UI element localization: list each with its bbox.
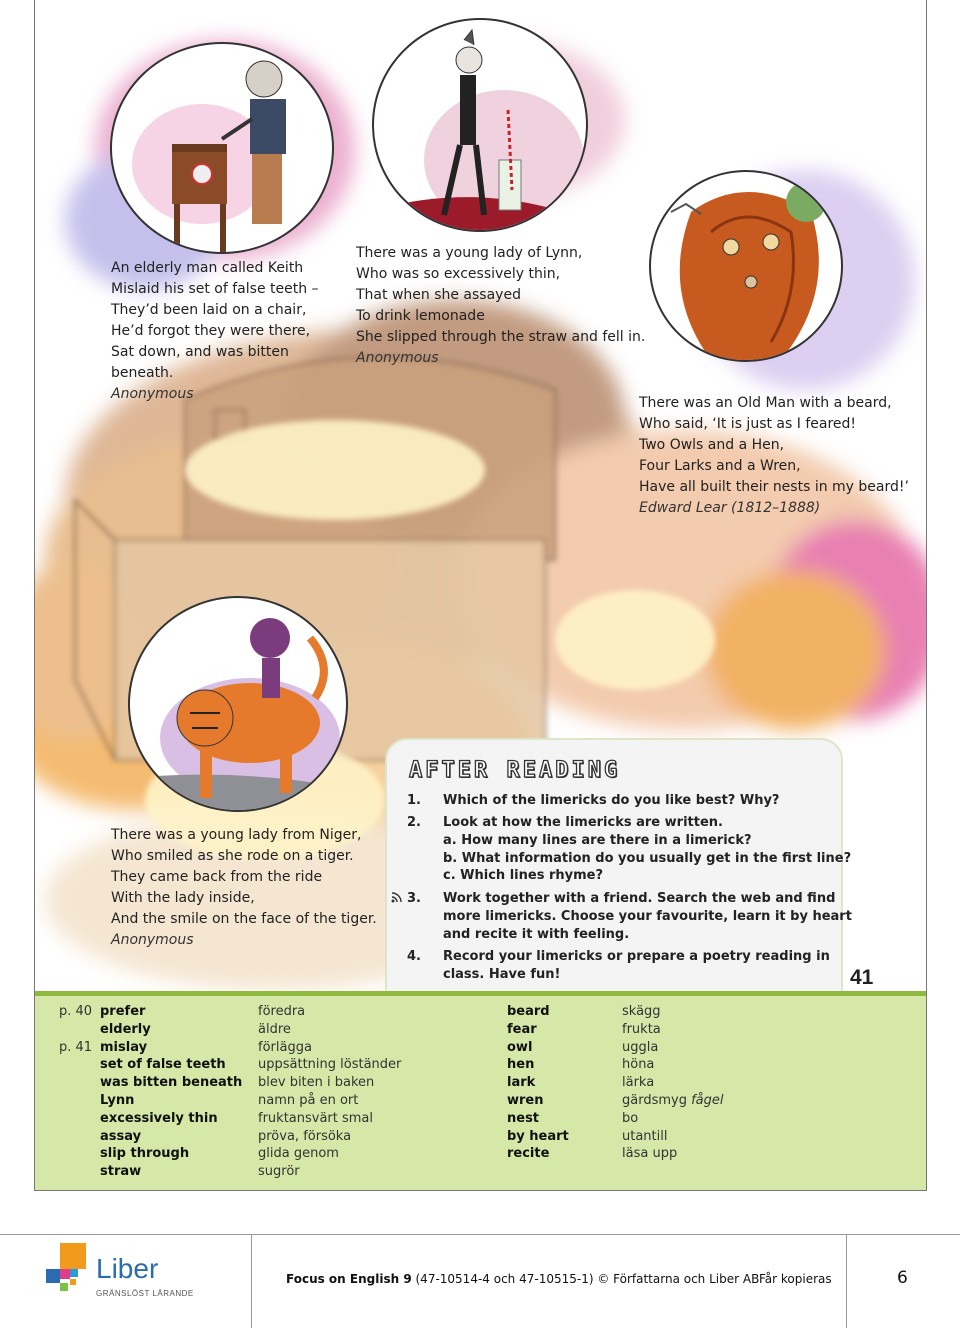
vocab-word: hen [507,1057,535,1073]
poem-line: He’d forgot they were there, [111,323,311,339]
poem-author: Anonymous [356,350,439,366]
bearded-man-illustration [649,170,843,362]
elderly-man-illustration [110,42,334,254]
liber-logo-icon [46,1243,88,1297]
poem-line: beneath. [111,365,174,381]
liber-tagline: GRÄNSLÖST LÄRANDE [96,1289,194,1298]
question-text: Which of the limericks do you like best? Why? [443,793,780,808]
book-credit [286,1272,759,1286]
vocab-page-ref: p. 41 [59,1039,93,1055]
after-reading-box [385,738,852,996]
vocab-translation-text: frukta [622,1021,661,1037]
vocab-translation-text: läsa upp [622,1146,678,1162]
vocab-note: fågel [691,1093,724,1108]
vocab-word: mislay [100,1039,148,1055]
vocab-word: was bitten beneath [100,1075,243,1091]
vocab-word: owl [507,1039,533,1055]
vocab-word: Lynn [100,1093,135,1108]
question-text: Look at how the limericks are written. [443,815,723,830]
poem-line: There was a young lady from Niger, [111,827,362,843]
footer-divider [251,1235,252,1328]
liber-logo-text: Liber [96,1253,159,1284]
page-footer [0,1234,960,1328]
poem-line: And the smile on the face of the tiger. [111,911,377,927]
vocab-translation [622,1074,654,1092]
vocab-translation: sugrör [258,1164,300,1180]
vocab-word: recite [507,1146,550,1162]
textbook-page [34,0,927,1191]
vocab-translation: glida genom [258,1146,339,1162]
after-reading-title: AFTER READING [409,758,621,783]
copy-permission: Får kopieras [759,1272,832,1286]
question-text: Work together with a friend. Search the web and find [443,891,836,906]
question-text: b. What information do you usually get in the first line? [443,851,852,866]
vocab-translation [622,1145,677,1163]
poem-line: An elderly man called Keith [111,260,304,276]
question-number: 2. [407,815,421,830]
vocab-translation: uppsättning löständer [258,1057,402,1073]
poem-line: Sat down, and was bitten [111,344,289,360]
book-title: Focus on English 9 [286,1272,412,1286]
vocab-translation: namn på en ort [258,1093,359,1108]
thin-lady-illustration [372,18,588,232]
poem-line: Who was so excessively thin, [356,266,561,282]
poem-line: There was an Old Man with a beard, [639,395,892,411]
poem-young-lady-niger [111,825,377,951]
vocab-translation-text: höna [622,1057,655,1073]
vocab-translation [622,1039,658,1057]
poem-line: That when she assayed [356,287,521,303]
poem-line: With the lady inside, [111,890,255,906]
vocab-translation [622,1110,638,1128]
question-text: a. How many lines are there in a limerick? [443,833,752,848]
vocab-translation [622,1021,661,1039]
poem-line: They came back from the ride [111,869,323,885]
vocab-word: lark [507,1075,536,1091]
footer-page-number: 6 [897,1268,908,1288]
question-text: class. Have fun! [443,967,561,982]
vocab-translation: fruktansvärt smal [258,1110,374,1126]
book-info: (47-10514-4 och 47-10515-1) © Författarna och Liber AB [415,1272,760,1286]
poem-author: Anonymous [111,932,194,948]
poem-author: Edward Lear (1812–1888) [639,500,821,516]
vocab-page-ref: p. 40 [59,1004,93,1019]
vocab-translation: pröva, försöka [258,1128,352,1144]
vocab-word: by heart [507,1128,569,1144]
vocabulary-list [35,996,926,1190]
poem-author: Anonymous [111,386,194,402]
question-number: 1. [407,793,421,808]
vocab-word: excessively thin [100,1110,218,1126]
wifi-icon [391,891,403,903]
question-number: 3. [407,891,421,906]
vocab-word: elderly [100,1021,151,1037]
vocab-translation [622,1056,654,1074]
poem-elderly-man [111,258,319,405]
vocab-word: fear [507,1021,537,1037]
poem-line: Four Larks and a Wren, [639,458,801,474]
vocab-translation-text: uggla [622,1039,659,1055]
vocab-word: assay [100,1128,142,1144]
question-text: c. Which lines rhyme? [443,868,603,883]
vocab-translation [622,1128,667,1146]
poem-old-man-beard [639,393,909,519]
vocab-translation: förlägga [258,1039,312,1055]
vocab-word: wren [507,1093,544,1108]
vocab-translation: blev biten i baken [258,1075,375,1091]
vocab-word: prefer [100,1004,146,1019]
poem-line: They’d been laid on a chair, [111,302,307,318]
vocab-translation [622,1092,724,1110]
page-number: 41 [850,966,874,989]
vocab-word: beard [507,1004,550,1019]
vocab-translation-text: skägg [622,1004,661,1019]
question-number: 4. [407,949,421,964]
vocab-translation [622,1003,661,1021]
vocab-translation-text: bo [622,1110,639,1126]
vocab-word: nest [507,1110,540,1126]
liber-logo [46,1243,196,1303]
question-text: Record your limericks or prepare a poetry reading in [443,949,830,964]
tiger-lady-illustration [128,596,348,812]
vocab-translation: föredra [258,1004,306,1019]
vocab-word: slip through [100,1146,190,1162]
question-text: more limericks. Choose your favourite, learn it by heart [443,909,852,924]
poem-young-lady-lynn [356,243,645,369]
vocab-translation: äldre [258,1021,291,1037]
poem-line: Who smiled as she rode on a tiger. [111,848,354,864]
question-text: and recite it with feeling. [443,927,630,942]
vocab-translation-text: utantill [622,1128,668,1144]
poem-line: Have all built their nests in my beard!’ [639,479,909,495]
poem-line: She slipped through the straw and fell in. [356,329,646,345]
poem-line: There was a young lady of Lynn, [356,245,583,261]
vocab-word: straw [100,1164,142,1180]
footer-divider [846,1235,847,1328]
poem-line: Mislaid his set of false teeth – [111,281,319,297]
poem-line: Two Owls and a Hen, [639,437,785,453]
vocab-word: set of false teeth [100,1057,226,1073]
vocab-translation-text: lärka [622,1075,655,1091]
poem-line: Who said, ‘It is just as I feared! [639,416,857,432]
poem-line: To drink lemonade [356,308,485,324]
vocab-translation-text: gärdsmyg [622,1093,687,1108]
